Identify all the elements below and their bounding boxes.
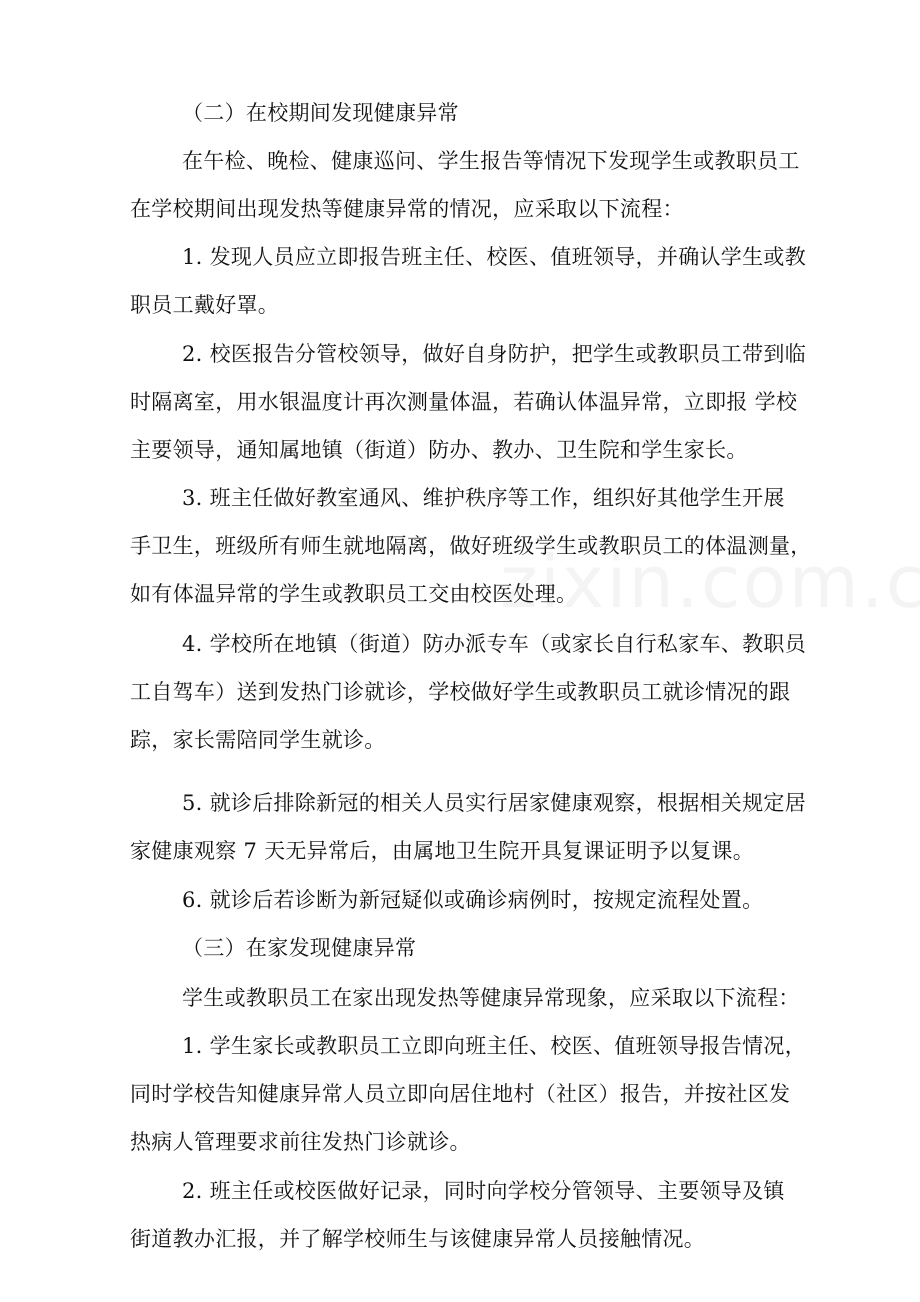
list-item-line: 职员工戴好罩。 (130, 293, 280, 317)
list-item-line: 同时学校告知健康异常人员立即向居住地村（社区）报告，并按社区发 (130, 1082, 791, 1106)
list-item-line: 2. 班主任或校医做好记录，同时向学校分管领导、主要领导及镇 (182, 1179, 785, 1203)
list-item-line: 5. 就诊后排除新冠的相关人员实行居家健康观察，根据相关规定居 (182, 791, 807, 815)
list-item-line: 如有体温异常的学生或教职员工交由校医处理。 (130, 582, 578, 606)
list-item-line: 2. 校医报告分管校领导，做好自身防护，把学生或教职员工带到临 (182, 342, 807, 366)
list-item-line: 热病人管理要求前往发热门诊就诊。 (130, 1130, 471, 1154)
list-item-line: 6. 就诊后若诊断为新冠疑似或确诊病例时，按规定流程处置。 (182, 888, 764, 912)
paragraph-line: 在学校期间出现发热等健康异常的情况，应采取以下流程： (130, 197, 684, 221)
list-item-line: 4. 学校所在地镇（街道）防办派专车（或家长自行私家车、教职员 (182, 632, 807, 656)
list-item-line: 1. 发现人员应立即报告班主任、校医、值班领导，并确认学生或教 (182, 245, 807, 269)
list-item-line: 踪，家长需陪同学生就诊。 (130, 728, 386, 752)
section-heading: （二）在校期间发现健康异常 (182, 101, 459, 125)
paragraph-line: 在午检、晚检、健康巡问、学生报告等情况下发现学生或教职员工 (182, 149, 800, 173)
section-heading: （三）在家发现健康异常 (182, 936, 417, 960)
list-item-line: 街道教办汇报，并了解学校师生与该健康异常人员接触情况。 (130, 1227, 706, 1251)
list-item-line: 1. 学生家长或教职员工立即向班主任、校医、值班领导报告情况， (182, 1034, 807, 1058)
list-item-line: 手卫生，班级所有师生就地隔离，做好班级学生或教职员工的体温测量， (130, 534, 812, 558)
list-item-line: 时隔离室，用水银温度计再次测量体温，若确认体温异常，立即报 学校 (130, 390, 798, 414)
list-item-line: 家健康观察 7 天无异常后，由属地卫生院开具复课证明予以复课。 (130, 839, 755, 863)
paragraph-line: 学生或教职员工在家出现发热等健康异常现象，应采取以下流程： (182, 986, 800, 1010)
list-item-line: 主要领导，通知属地镇（街道）防办、教办、卫生院和学生家长。 (130, 438, 748, 462)
list-item-line: 3. 班主任做好教室通风、维护秩序等工作，组织好其他学生开展 (182, 486, 785, 510)
list-item-line: 工自驾车）送到发热门诊就诊，学校做好学生或教职员工就诊情况的跟 (130, 680, 791, 704)
